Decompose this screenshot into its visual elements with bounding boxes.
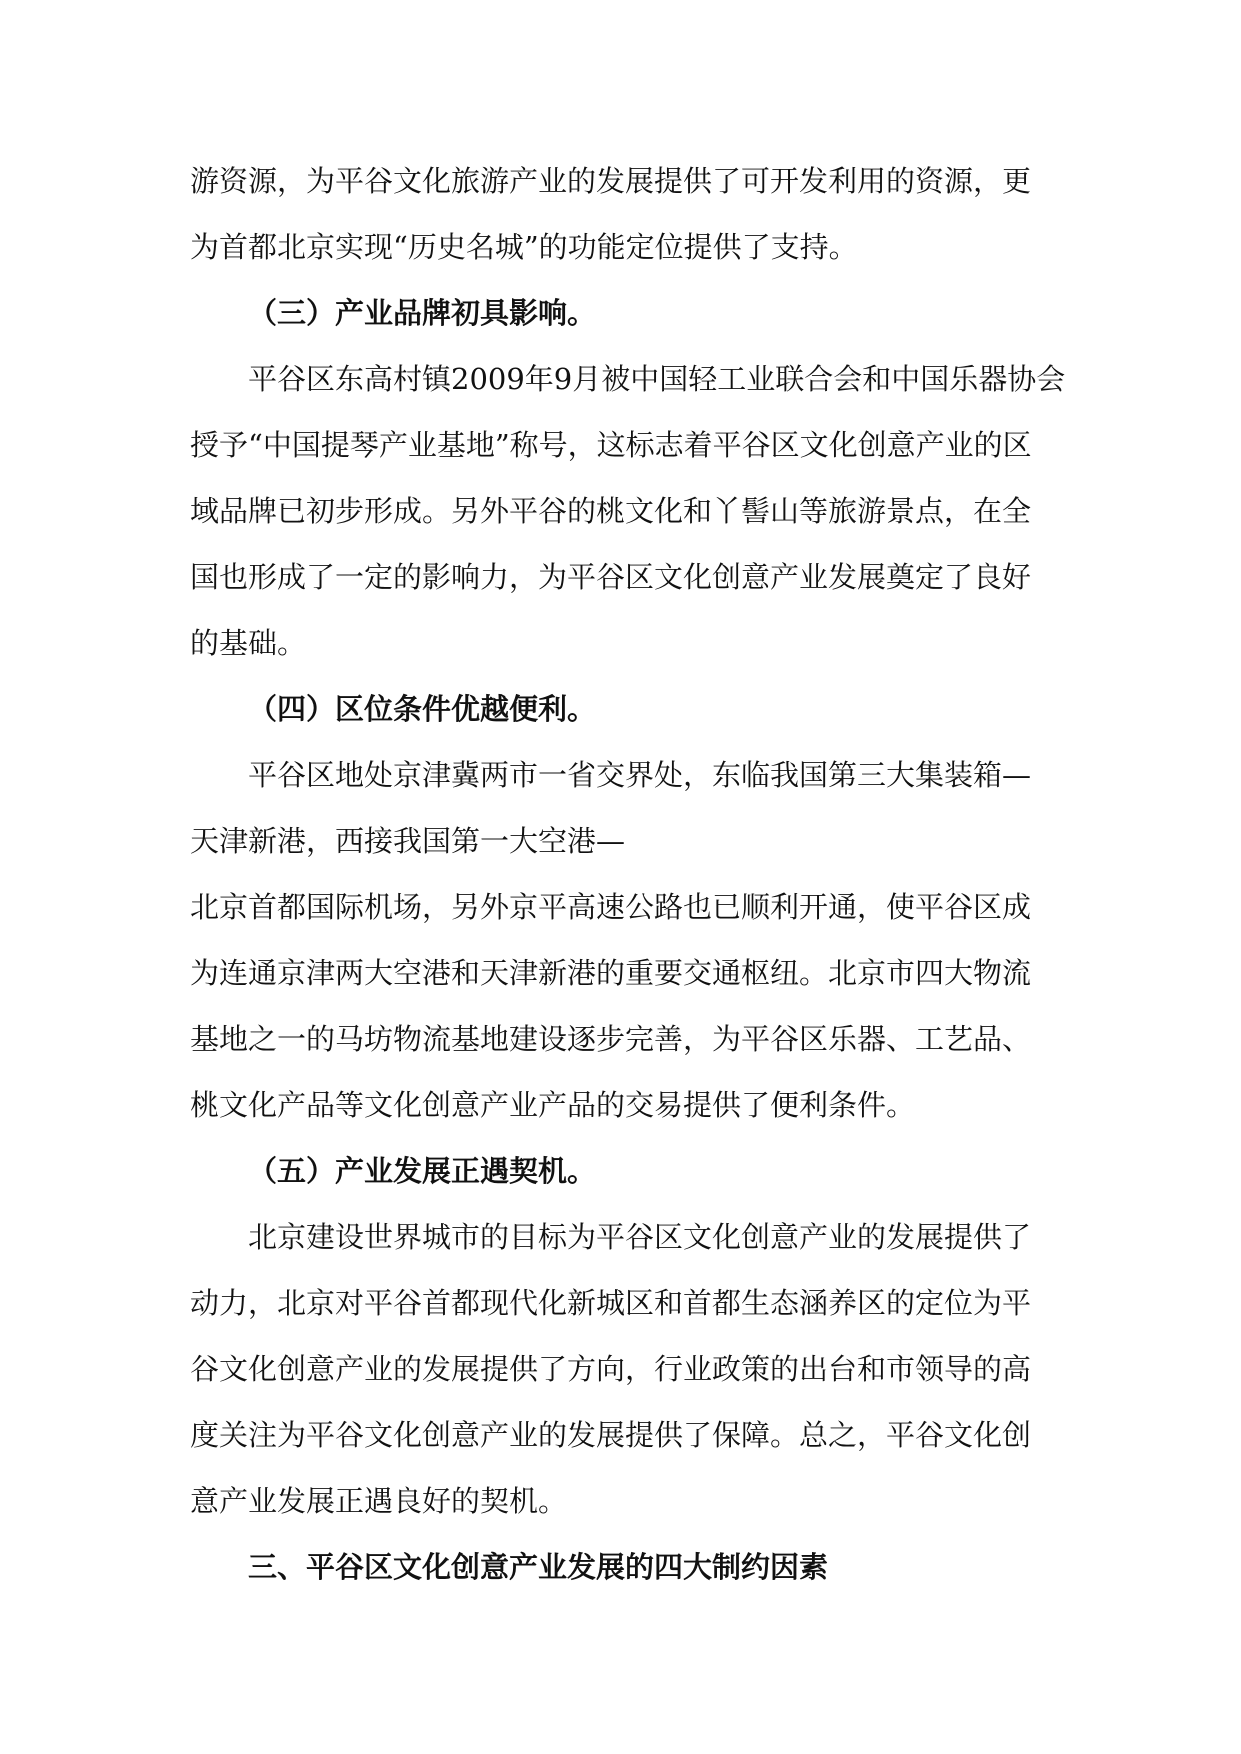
text-line: 为连通京津两大空港和天津新港的重要交通枢纽。北京市四大物流 bbox=[190, 956, 1032, 990]
paragraph-first-line: 北京建设世界城市的目标为平谷区文化创意产业的发展提供了 bbox=[248, 1220, 1032, 1254]
paragraph-first-line: 平谷区东高村镇2009年9月被中国轻工业联合会和中国乐器协会 bbox=[248, 362, 1066, 396]
text-line: 授予“中国提琴产业基地”称号，这标志着平谷区文化创意产业的区 bbox=[190, 428, 1032, 462]
document-body bbox=[190, 148, 1066, 1600]
section-heading: （四）区位条件优越便利。 bbox=[248, 692, 597, 726]
text-line: 意产业发展正遇良好的契机。 bbox=[190, 1484, 568, 1518]
text-line: 北京首都国际机场，另外京平高速公路也已顺利开通，使平谷区成 bbox=[190, 890, 1032, 924]
text-line: 游资源，为平谷文化旅游产业的发展提供了可开发利用的资源，更 bbox=[190, 164, 1032, 198]
text-line: 的基础。 bbox=[190, 626, 307, 660]
text-line: 谷文化创意产业的发展提供了方向，行业政策的出台和市领导的高 bbox=[190, 1352, 1032, 1386]
paragraph-first-line: 平谷区地处京津冀两市一省交界处，东临我国第三大集装箱— bbox=[248, 758, 1032, 792]
text-line: 天津新港，西接我国第一大空港— bbox=[190, 824, 626, 858]
section-heading: （五）产业发展正遇契机。 bbox=[248, 1154, 597, 1188]
text-line: 动力，北京对平谷首都现代化新城区和首都生态涵养区的定位为平 bbox=[190, 1286, 1032, 1320]
text-line: 国也形成了一定的影响力，为平谷区文化创意产业发展奠定了良好 bbox=[190, 560, 1032, 594]
section-heading: （三）产业品牌初具影响。 bbox=[248, 296, 597, 330]
text-line: 域品牌已初步形成。另外平谷的桃文化和丫髻山等旅游景点，在全 bbox=[190, 494, 1032, 528]
text-line: 桃文化产品等文化创意产业产品的交易提供了便利条件。 bbox=[190, 1088, 916, 1122]
chapter-heading: 三、平谷区文化创意产业发展的四大制约因素 bbox=[248, 1550, 829, 1584]
text-line: 为首都北京实现“历史名城”的功能定位提供了支持。 bbox=[190, 230, 858, 264]
text-line: 基地之一的马坊物流基地建设逐步完善，为平谷区乐器、工艺品、 bbox=[190, 1022, 1032, 1056]
text-line: 度关注为平谷文化创意产业的发展提供了保障。总之，平谷文化创 bbox=[190, 1418, 1032, 1452]
